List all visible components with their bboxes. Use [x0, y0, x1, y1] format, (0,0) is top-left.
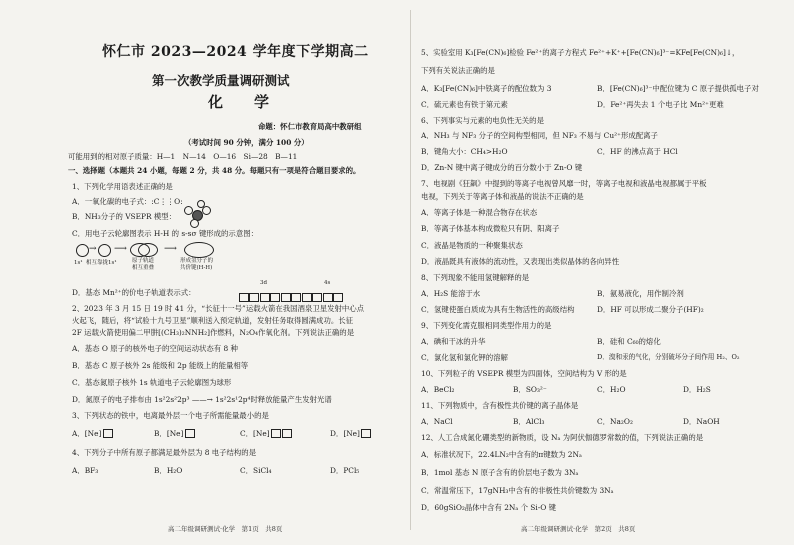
label-orbital: 原子轨道 [132, 258, 155, 264]
q5-option-c: C．硫元素也有铁于第元素 [421, 100, 508, 109]
q3a-orbital-box [103, 429, 113, 438]
q2-option-b: B．基态 C 原子核外 2s 能级和 2p 能级上的能量相等 [72, 361, 249, 370]
question-2-line1: 2、2023 年 3 月 15 日 19 时 41 分，“长征十一号”运载火箭在我国酒泉卫星发射中心点 [72, 304, 365, 313]
q10-option-b: B．SO₃²⁻ [513, 385, 547, 394]
q10-option-a: A．BeCl₂ [421, 385, 455, 394]
q7-option-d: D．液晶既具有液体的流动性，又表现出类似晶体的各向异性 [421, 257, 620, 266]
q1-option-a: A．一氧化碳的电子式：:C⋮⋮O: [72, 197, 183, 206]
q4-option-d: D．PCl₅ [330, 466, 360, 475]
label-form-h2: 形成氢分子的 [180, 258, 214, 264]
question-10: 10、下列粒子的 VSEPR 模型为四面体，空间结构为 V 形的是 [421, 369, 627, 378]
time-info: （考试时间 90 分钟，满分 100 分） [184, 138, 309, 147]
label-4s: 4s [324, 280, 331, 286]
right-column [421, 0, 767, 545]
column-divider [410, 10, 411, 530]
q4-option-a: A．BF₃ [72, 466, 99, 475]
q1-option-c: C．用电子云轮廓图表示 H-H 的 s-sσ 键形成的示意图： [72, 229, 258, 238]
q6-option-c: C．HF 的沸点高于 HCl [597, 147, 678, 156]
q7-option-b: B．等离子体基本构成微粒只有阴、阳离子 [421, 224, 560, 233]
q2-option-d: D．氮原子的电子排布由 1s²2s²2p³ ——→ 1s²2s¹2p⁴时释放能量产生发射光谱 [72, 395, 332, 404]
q8-option-d: D．HF 可以形成二聚分子(HF)₂ [597, 305, 704, 314]
question-6: 6、下列事实与元素的电负性无关的是 [421, 116, 544, 125]
q2-option-a: A．基态 O 原子的核外电子的空间运动状态有 8 种 [72, 344, 238, 353]
atomic-mass-line: 可能用到的相对原子质量：H—1 N—14 O—16 Si—28 B—11 [68, 152, 298, 161]
q8-option-b: B．氨易液化，用作制冷剂 [597, 289, 684, 298]
q12-option-b: B．1mol 基态 N 原子含有的价层电子数为 3Nₐ [421, 468, 579, 477]
q5-option-a: A．K₃[Fe(CN)₆]中铁离子的配位数为 3 [421, 84, 552, 93]
q3c-orbital-box-1 [271, 429, 281, 438]
question-12: 12、人工合成氮化硼类型的新物质，设 Nₐ 为阿伏伽德罗常数的值，下列说法正确的是 [421, 433, 704, 442]
q6-option-d: D．Zn-N 键中离子键成分的百分数小于 Zn-O 键 [421, 163, 583, 172]
q12-option-a: A．标准状况下，22.4LN₂中含有的π键数为 2Nₐ [421, 450, 582, 459]
page-footer-right: 高二年级调研测试·化学 第2页 共8页 [521, 525, 636, 533]
q12-option-c: C．常温常压下，17gNH₃中含有的非极性共价键数为 3Nₐ [421, 486, 614, 495]
question-8: 8、下列现象不能用氢键解释的是 [421, 273, 530, 282]
q4-option-b: B．H₂O [154, 466, 183, 475]
q3-option-b: B．[Ne] [154, 429, 184, 438]
exam-title: 怀仁市 2023—2024 学年度下学期高二 [102, 44, 369, 60]
q3b-orbital-box [185, 429, 195, 438]
q9-option-b: B．硅和 C₆₀的熔化 [597, 337, 661, 346]
q9-option-c: C．氯化氢和氯化钾的溶解 [421, 353, 508, 362]
question-2-line2: 火起飞，随后，将“试验十九号卫星”顺利送入预定轨道，发射任务取得圆满成功。长征 [72, 316, 354, 325]
question-11: 11、下列物质中，含有极性共价键的离子晶体是 [421, 401, 579, 410]
question-3: 3、下列状态的铁中，电离最外层一个电子所需能量最小的是 [72, 411, 269, 420]
question-7-line2: 电视，下列关于等离子体和液晶的说法不正确的是 [421, 192, 584, 201]
q1-option-d: D．基态 Mn²⁺的价电子轨道表示式： [72, 288, 196, 297]
question-7-line1: 7、电视剧《狂飙》中提到的等离子电视曾风靡一时，等离子电视和液晶电视都属于平板 [421, 179, 707, 188]
q3-option-d: D．[Ne] [330, 429, 360, 438]
question-1: 1、下列化学用语表述正确的是 [72, 182, 173, 191]
q3-option-c: C．[Ne] [240, 429, 270, 438]
q4-option-c: C．SiCl₄ [240, 466, 272, 475]
q7-option-a: A．等离子体是一种混合物存在状态 [421, 208, 538, 217]
q6-option-a: A．NH₃ 与 NF₃ 分子的空间构型相同，但 NF₃ 不易与 Cu²⁺形成配离子 [421, 131, 658, 140]
q7-option-c: C．液晶是物质的一种聚集状态 [421, 241, 523, 250]
label-1s-right: 1s¹ [108, 260, 117, 266]
question-9: 9、下列变化需克服相同类型作用力的是 [421, 321, 552, 330]
q5-option-b: B．[Fe(CN)₆]³⁻中配位键为 C 原子提供孤电子对 [597, 84, 759, 93]
label-covalent: 共价键(H-H) [180, 265, 213, 271]
q9-option-d: D．溴和汞的气化，分别破坏分子间作用 H₂、O₂ [597, 353, 740, 361]
question-5-line2: 下列有关说法正确的是 [421, 66, 495, 75]
q11-option-d: D．NaOH [683, 417, 720, 426]
label-1s-left: 1s¹ [74, 260, 83, 266]
q3-option-a: A．[Ne] [72, 429, 102, 438]
q9-option-a: A．碘和干冰的升华 [421, 337, 486, 346]
page-footer-left: 高二年级调研测试·化学 第1页 共8页 [168, 525, 283, 533]
q6-option-b: B．键角大小：CH₄>H₂O [421, 147, 508, 156]
subject-title: 化 学 [208, 93, 278, 111]
question-5-line1: 5、实验室用 K₃[Fe(CN)₆]检验 Fe²⁺的离子方程式 Fe²⁺+K⁺+[Fe(CN)₆]³⁻=KFe[Fe(CN)₆]↓， [421, 48, 740, 57]
q10-option-c: C．H₂O [597, 385, 626, 394]
q2-option-c: C．基态氮原子核外 1s 轨道电子云轮廓图为球形 [72, 378, 232, 387]
author-line: 命题：怀仁市教育局高中教研组 [258, 122, 362, 131]
label-3d: 3d [260, 280, 268, 286]
q3d-orbital-box [361, 429, 371, 438]
label-overlap: 相互重叠 [132, 265, 155, 271]
q3c-orbital-box-2 [282, 429, 292, 438]
q10-option-d: D．H₂S [683, 385, 711, 394]
exam-subtitle: 第一次教学质量调研测试 [152, 73, 290, 88]
question-4: 4、下列分子中所有原子都满足最外层为 8 电子结构的是 [72, 448, 257, 457]
left-column: 怀仁市 2023—2024 学年度下学期高二 第一次教学质量调研测试 化 学 命题：怀仁市教育局高中教研组 （考试时间 90 分钟，满分 100 分） 可能用到的相对原子质量：H—1 N—14 O—16 Si—28 B—11 一、选择题（本题共 24 小题，每题 2 分，共 48 分。每题只有一项是符合题目要求的。 1、下列化学用语表述正确的是 A．一氧化碳的电子式：:C⋮⋮O: B．NH₃分子的 VSEPR 模型： C．用电子云轮廓图表示 H-H 的 s-sσ 键形成的示意图： → ⟶ ⟶ 1s¹ 相互靠拢 1s¹ 原子轨道 相互重叠 形成氢分子的 共价键(H-H) 3d 4s D．基态 Mn²⁺的价电子轨道表示式： 2、2023 年 3 月 15 日 19 时 41 分，“长征十一号”运载火箭在我国酒泉卫星发射中心点 火起飞，随后，将“试验十九号卫星”顺利送入预定轨道，发射任务取得圆满成功。长征 2F 运载火箭使用偏二甲肼[(CH₃)₂NNH₂]作燃料，N₂O₄作氧化剂。下列说法正确的是 A．基态 O 原子的核外电子的空间运动状态有 8 种 B．基态 C 原子核外 2s 能级和 2p 能级上的能量相等 C．基态氮原子核外 1s 轨道电子云轮廓图为球形 D．氮原子的电子排布由 1s²2s²2p³ ——→ 1s²2s¹2p⁴时释放能量产生发射光谱 3、下列状态的铁中，电离最外层一个电子所需能量最小的是 A．[Ne] B．[Ne] C．[Ne] D．[Ne] 4、下列分子中所有原子都满足最外层为 8 电子结构的是 A．BF₃ B．H₂O C．SiCl₄ D．PCl₅ 高二年级调研测试·化学 第1页 共8页 [68, 44, 369, 533]
q8-option-c: C．氢键使蛋白质成为具有生物活性的高级结构 [421, 305, 575, 314]
question-2-line3: 2F 运载火箭使用偏二甲肼[(CH₃)₂NNH₂]作燃料，N₂O₄作氧化剂。下列说法正确的是 [72, 328, 355, 337]
q11-option-b: B．AlCl₃ [513, 417, 545, 426]
section-heading: 一、选择题（本题共 24 小题，每题 2 分，共 48 分。每题只有一项是符合题目要求的。 [68, 166, 361, 175]
label-approach: 相互靠拢 [86, 260, 109, 266]
q1-option-b: B．NH₃分子的 VSEPR 模型： [72, 212, 177, 221]
q5-option-d: D．Fe²⁺再失去 1 个电子比 Mn²⁺更难 [597, 100, 724, 109]
q12-option-d: D．60gSiO₂晶体中含有 2Nₐ 个 Si-O 键 [421, 503, 557, 512]
q8-option-a: A．H₂S 能溶于水 [421, 289, 481, 298]
q11-option-a: A．NaCl [421, 417, 453, 426]
q11-option-c: C．Na₂O₂ [597, 417, 633, 426]
